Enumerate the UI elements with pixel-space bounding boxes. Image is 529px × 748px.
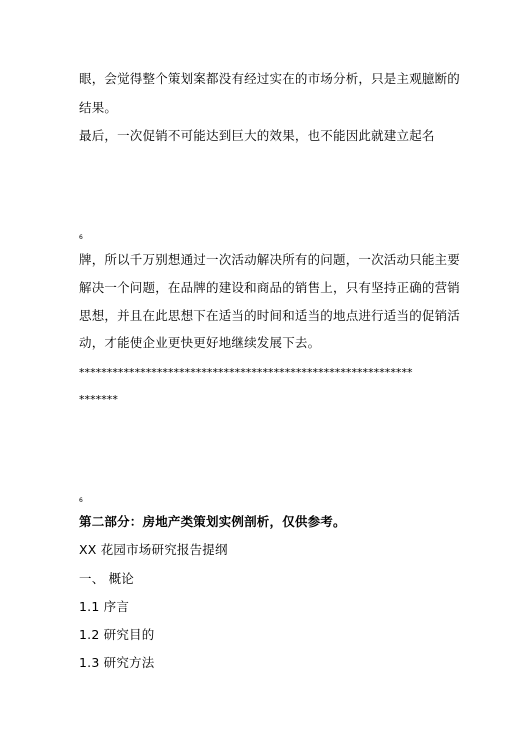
outline-item: 1.2 研究目的 bbox=[79, 627, 155, 642]
report-title: XX 花园市场研究报告提纲 bbox=[79, 542, 228, 557]
separator-stars: ************************************************************ bbox=[79, 366, 413, 379]
paragraph-line: 解决一个问题，在品牌的建设和商品的销售上，只有坚持正确的营销 bbox=[79, 280, 461, 295]
paragraph-line: 思想，并且在此思想下在适当的时间和适当的地点进行适当的促销活 bbox=[79, 308, 461, 323]
outline-item: 1.1 序言 bbox=[79, 599, 130, 614]
page-number: 6 bbox=[79, 234, 83, 241]
outline-item: 一、 概论 bbox=[79, 571, 134, 586]
paragraph-line: 结果。 bbox=[79, 100, 118, 115]
separator-stars: ******* bbox=[79, 393, 118, 406]
paragraph-line: 最后，一次促销不可能达到巨大的效果，也不能因此就建立起名 bbox=[79, 128, 435, 143]
page-number: 6 bbox=[79, 497, 83, 504]
paragraph-line: 牌，所以千万别想通过一次活动解决所有的问题，一次活动只能主要 bbox=[79, 252, 461, 267]
outline-item: 1.3 研究方法 bbox=[79, 655, 155, 670]
section-heading: 第二部分：房地产类策划实例剖析，仅供参考。 bbox=[79, 514, 346, 529]
paragraph-line: 动，才能使企业更快更好地继续发展下去。 bbox=[79, 335, 321, 350]
paragraph-line: 眼，会觉得整个策划案都没有经过实在的市场分析，只是主观臆断的 bbox=[79, 71, 461, 86]
